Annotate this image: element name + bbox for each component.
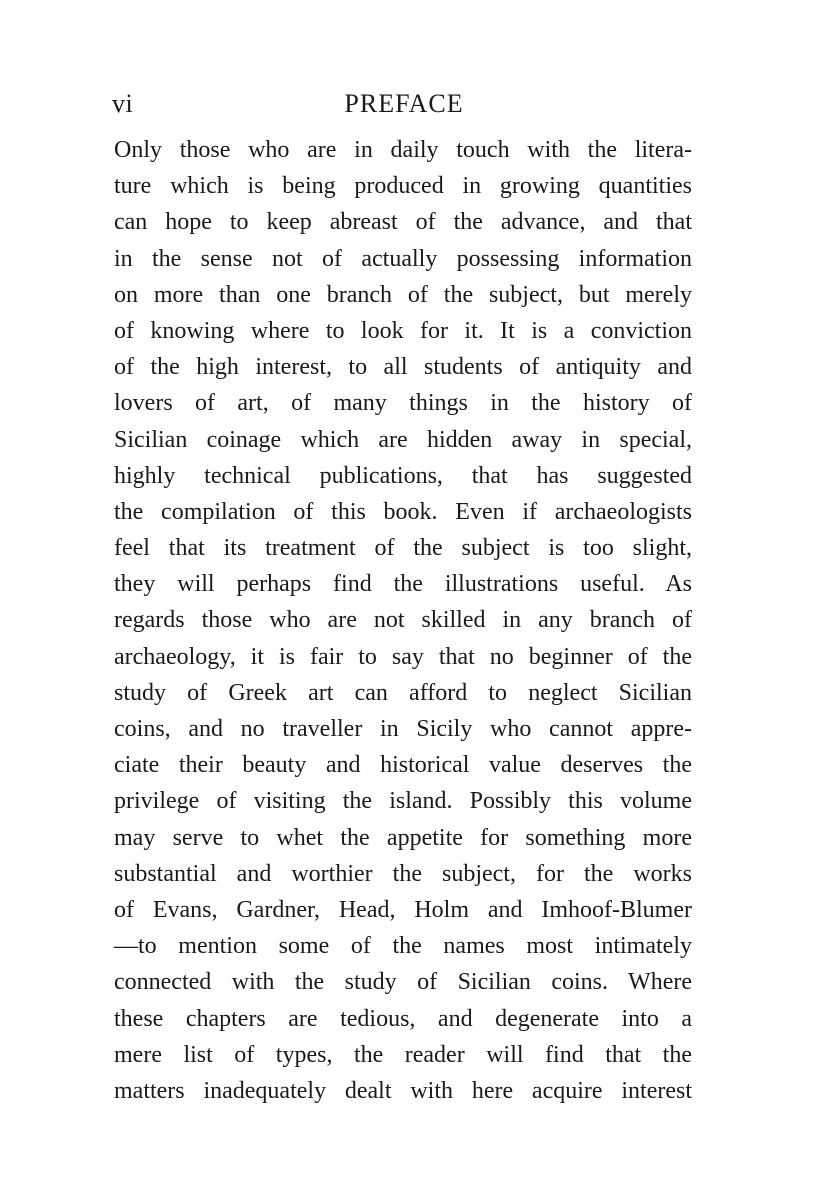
text-line: the compilation of this book. Even if archaeologists bbox=[114, 498, 692, 525]
text-line: regards those who are not skilled in any branch of bbox=[114, 607, 692, 634]
text-line: on more than one branch of the subject, but merely bbox=[114, 281, 692, 308]
text-line: may serve to whet the appetite for something more bbox=[114, 824, 692, 851]
text-line: highly technical publications, that has suggested bbox=[114, 462, 692, 489]
text-line: mere list of types, the reader will find that the bbox=[114, 1041, 692, 1068]
running-head bbox=[112, 84, 696, 124]
text-line: ture which is being produced in growing quantities bbox=[114, 173, 692, 200]
page-number: vi bbox=[112, 89, 134, 118]
text-line: can hope to keep abreast of the advance, and that bbox=[114, 209, 692, 236]
preface-paragraph bbox=[114, 132, 692, 1109]
running-title: PREFACE bbox=[344, 89, 464, 118]
text-line: coins, and no traveller in Sicily who cannot appre- bbox=[114, 716, 692, 742]
text-line: in the sense not of actually possessing information bbox=[114, 245, 692, 272]
text-line: archaeology, it is fair to say that no beginner of the bbox=[114, 643, 692, 670]
text-line: substantial and worthier the subject, for the works bbox=[114, 860, 692, 887]
text-line: lovers of art, of many things in the history of bbox=[114, 390, 692, 417]
text-line: ciate their beauty and historical value deserves the bbox=[114, 752, 692, 779]
text-line: —to mention some of the names most intimately bbox=[114, 933, 692, 960]
text-line: these chapters are tedious, and degenerate into a bbox=[114, 1005, 692, 1032]
text-line: they will perhaps find the illustrations useful. As bbox=[114, 571, 692, 598]
text-line: of Evans, Gardner, Head, Holm and Imhoof-Blumer bbox=[114, 896, 692, 923]
text-line: matters inadequately dealt with here acquire interest bbox=[114, 1077, 692, 1104]
text-line: Only those who are in daily touch with the litera- bbox=[114, 137, 692, 163]
text-line: study of Greek art can afford to neglect Sicilian bbox=[114, 679, 692, 706]
text-line: of knowing where to look for it. It is a conviction bbox=[114, 317, 692, 344]
text-line: connected with the study of Sicilian coins. Where bbox=[114, 969, 692, 996]
text-line: feel that its treatment of the subject is too slight, bbox=[114, 535, 692, 562]
text-line: privilege of visiting the island. Possibly this volume bbox=[114, 788, 692, 815]
text-line: of the high interest, to all students of antiquity and bbox=[114, 354, 692, 381]
text-line: Sicilian coinage which are hidden away in special, bbox=[114, 426, 692, 453]
